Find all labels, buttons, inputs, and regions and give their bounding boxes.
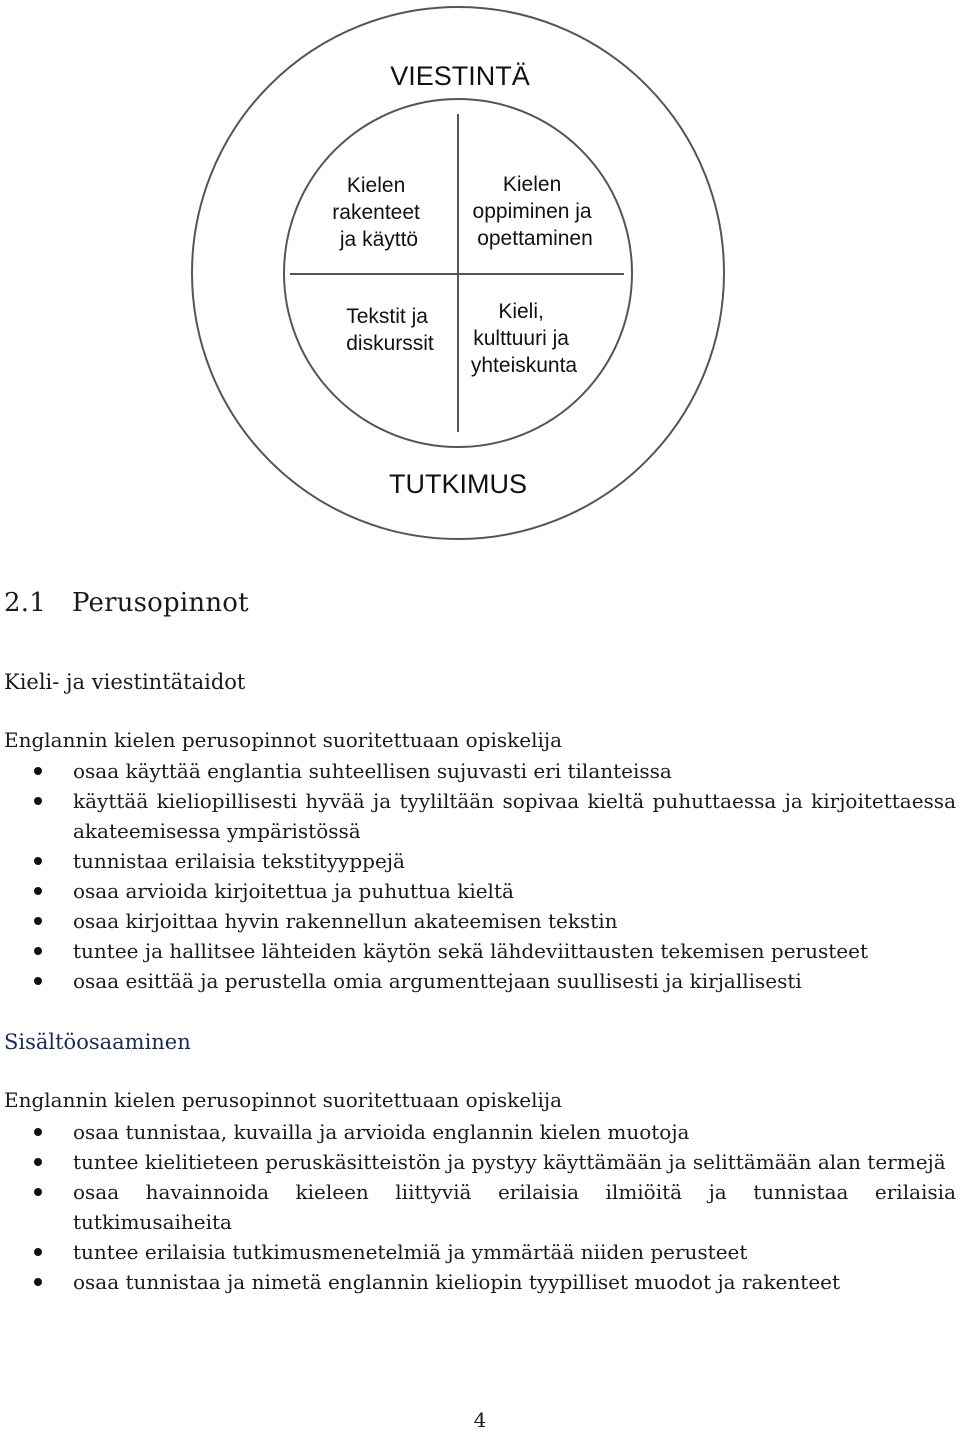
list-item: osaa esittää ja perustella omia argumenttejaan suullisesti ja kirjallisesti xyxy=(0,966,956,996)
list-item: osaa arvioida kirjoitettua ja puhuttua kieltä xyxy=(0,876,956,906)
content-intro: Englannin kielen perusopinnot suoritettuaan opiskelija xyxy=(4,1088,563,1112)
section-number: 2.1 xyxy=(4,588,46,618)
bullet-icon xyxy=(34,1248,42,1256)
quadrant-top-right-label: Kielen oppiminen ja opettaminen xyxy=(472,173,593,250)
quadrant-bottom-left-label: Tekstit ja diskurssit xyxy=(346,305,434,355)
communication-research-diagram xyxy=(0,0,960,560)
quadrant-bottom-right-label: Kieli, kulttuuri ja yhteiskunta xyxy=(470,300,578,377)
list-item: osaa havainnoida kieleen liittyviä erilaisia ilmiöitä ja tunnistaa erilaisia tutkimusaiheita xyxy=(0,1177,956,1237)
skills-list xyxy=(0,756,956,996)
bullet-icon xyxy=(34,887,42,895)
bullet-icon xyxy=(34,947,42,955)
list-item: osaa käyttää englantia suhteellisen sujuvasti eri tilanteissa xyxy=(0,756,956,786)
bullet-icon xyxy=(34,977,42,985)
skills-heading: Kieli- ja viestintätaidot xyxy=(4,670,246,694)
bullet-icon xyxy=(34,767,42,775)
quadrant-top-left-label: Kielen rakenteet ja käyttö xyxy=(332,174,420,251)
bullet-icon xyxy=(34,1128,42,1136)
bullet-icon xyxy=(34,857,42,865)
section-heading xyxy=(4,588,249,618)
list-item: käyttää kieliopillisesti hyvää ja tyyliltään sopivaa kieltä puhuttaessa ja kirjoitettaessa akateemisessa ympäristössä xyxy=(0,786,956,846)
list-item: osaa tunnistaa, kuvailla ja arvioida englannin kielen muotoja xyxy=(0,1117,956,1147)
bullet-icon xyxy=(34,1278,42,1286)
list-item: tuntee kielitieteen peruskäsitteistön ja pystyy käyttämään ja selittämään alan termejä xyxy=(0,1147,956,1177)
page-number: 4 xyxy=(473,1408,487,1432)
section-title: Perusopinnot xyxy=(71,588,249,618)
skills-intro: Englannin kielen perusopinnot suoritettuaan opiskelija xyxy=(4,728,563,752)
outer-bottom-label: TUTKIMUS xyxy=(389,469,527,499)
bullet-icon xyxy=(34,797,42,805)
list-item: tuntee erilaisia tutkimusmenetelmiä ja ymmärtää niiden perusteet xyxy=(0,1237,956,1267)
bullet-icon xyxy=(34,1158,42,1166)
list-item: osaa kirjoittaa hyvin rakennellun akateemisen tekstin xyxy=(0,906,956,936)
list-item: osaa tunnistaa ja nimetä englannin kieliopin tyypilliset muodot ja rakenteet xyxy=(0,1267,956,1297)
bullet-icon xyxy=(34,917,42,925)
content-list xyxy=(0,1117,956,1297)
bullet-icon xyxy=(34,1188,42,1196)
list-item: tunnistaa erilaisia tekstityyppejä xyxy=(0,846,956,876)
outer-top-label: VIESTINTÄ xyxy=(390,61,530,91)
list-item: tuntee ja hallitsee lähteiden käytön sekä lähdeviittausten tekemisen perusteet xyxy=(0,936,956,966)
content-heading: Sisältöosaaminen xyxy=(4,1030,191,1054)
